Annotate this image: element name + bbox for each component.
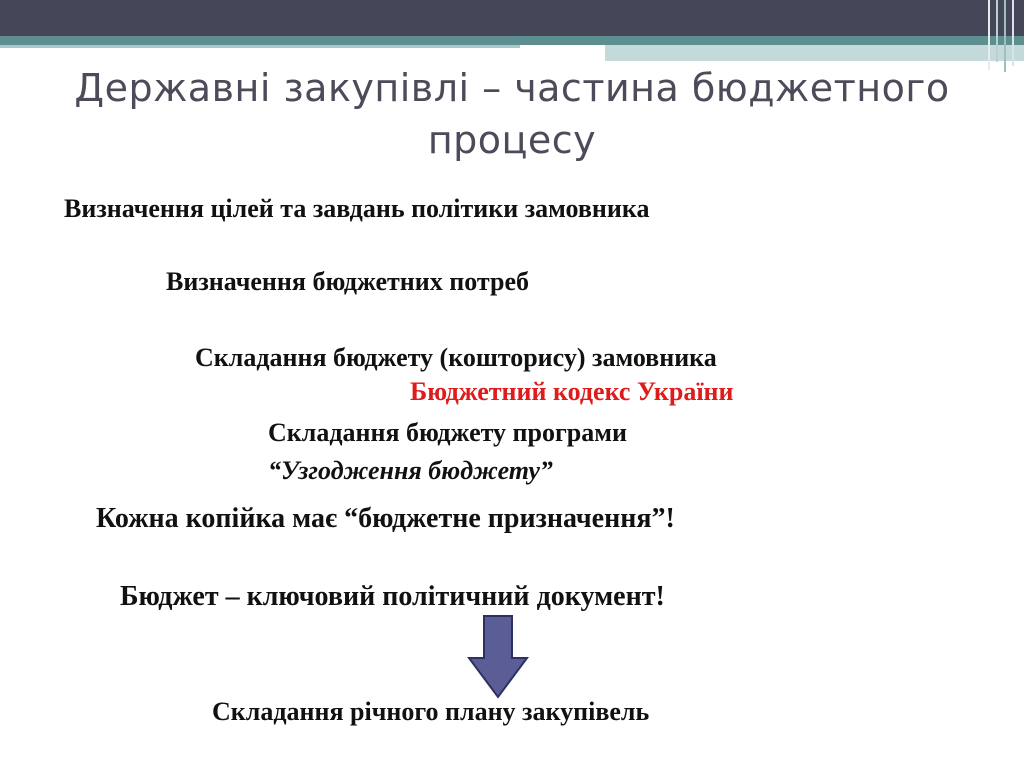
header-light-stripe-right bbox=[605, 45, 1024, 61]
header-pinline bbox=[1012, 0, 1014, 66]
header-pinline bbox=[988, 0, 990, 70]
budget-code-reference: Бюджетний кодекс України bbox=[410, 377, 734, 406]
header-dark-bar bbox=[0, 0, 1024, 36]
header-pinline bbox=[996, 0, 998, 62]
header-light-stripe-left bbox=[0, 45, 520, 48]
step-budget-approval: “Узгодження бюджету” bbox=[268, 456, 553, 485]
step-define-needs: Визначення бюджетних потреб bbox=[166, 267, 529, 296]
slide-title: Державні закупівлі – частина бюджетного процесу bbox=[74, 66, 950, 162]
header-pinline bbox=[1004, 0, 1006, 72]
statement-every-kopeck: Кожна копійка має “бюджетне призначення”! bbox=[96, 503, 675, 534]
step-define-goals: Визначення цілей та завдань політики замовника bbox=[64, 194, 650, 223]
down-arrow-icon bbox=[466, 614, 530, 700]
step-draft-estimate: Складання бюджету (кошторису) замовника bbox=[195, 343, 717, 372]
statement-budget-key-document: Бюджет – ключовий політичний документ! bbox=[120, 581, 665, 612]
header-teal-stripe bbox=[0, 36, 1024, 45]
step-program-budget: Складання бюджету програми bbox=[268, 418, 627, 447]
step-annual-procurement-plan: Складання річного плану закупівель bbox=[212, 697, 650, 726]
